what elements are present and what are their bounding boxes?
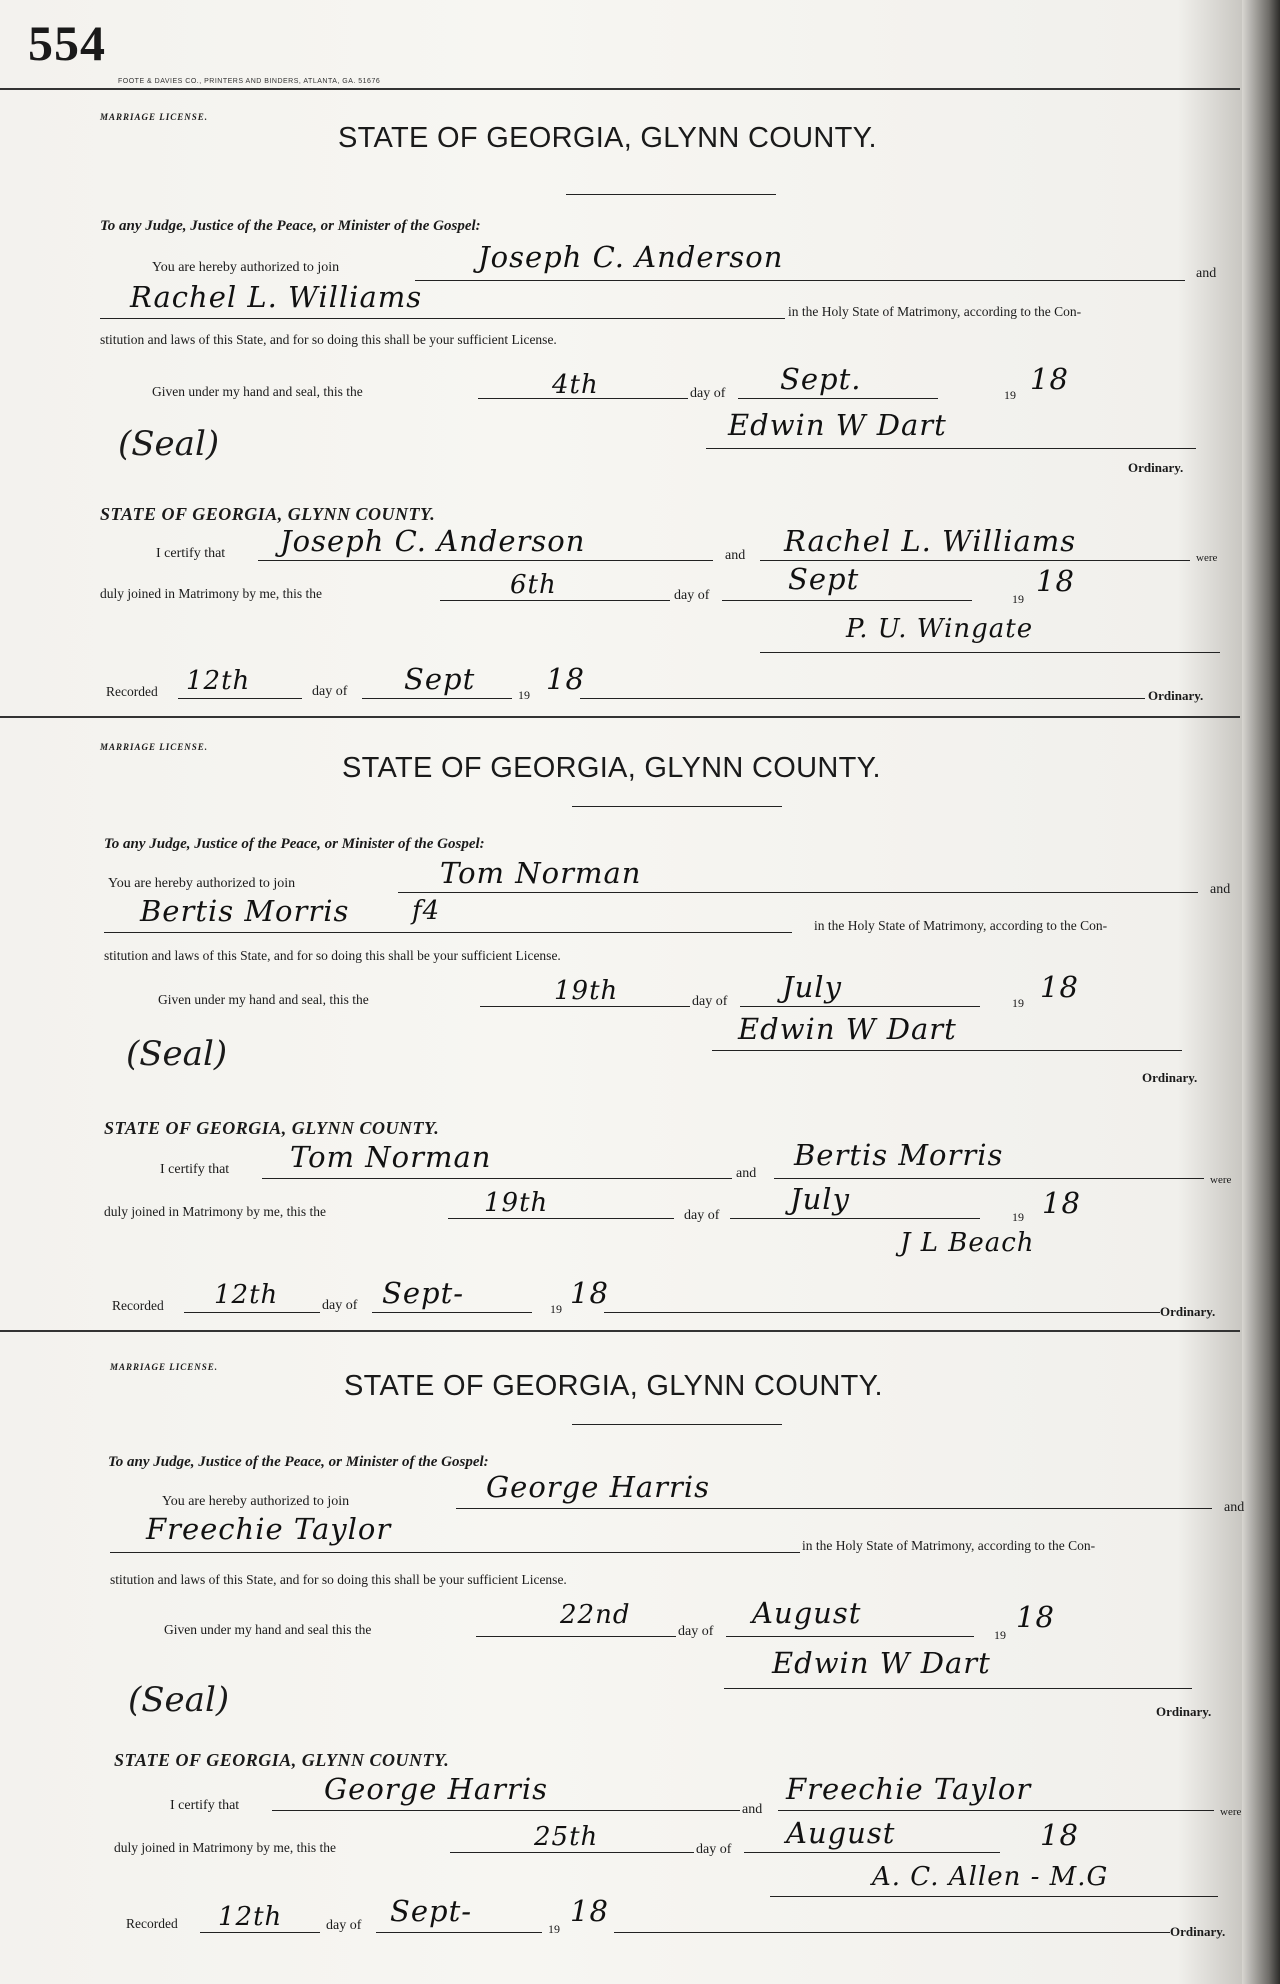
license-year: 18 [1016, 1600, 1055, 1634]
cert-heading: STATE OF GEORGIA, GLYNN COUNTY. [100, 504, 436, 524]
cert-bride-line [774, 1178, 1204, 1179]
recorded-day-line [184, 1312, 320, 1313]
and-label: and [1210, 882, 1231, 897]
ordinary-label: Ordinary. [1156, 1704, 1212, 1719]
license-month: August [752, 1596, 862, 1630]
ordinary-label: Ordinary. [1142, 1070, 1198, 1085]
ordinary-sig-line [706, 448, 1196, 449]
cert-bride: Bertis Morris [794, 1138, 1004, 1172]
license-day: 19th [554, 976, 619, 1006]
marriage-license-label: MARRIAGE LICENSE. [110, 1362, 219, 1372]
record-divider-2 [0, 1330, 1240, 1332]
certify-label: I certify that [160, 1162, 230, 1177]
seal-mark: (Seal) [118, 424, 220, 464]
cert-groom-line [258, 560, 713, 561]
ordinary-sig-line [712, 1050, 1182, 1051]
recorded-month-line [376, 1932, 542, 1933]
year-prefix: 19 [994, 1628, 1006, 1642]
license-day-line [480, 1006, 690, 1007]
recorded-day-of: day of [326, 1918, 362, 1933]
recorded-ordinary-label: Ordinary. [1148, 688, 1204, 703]
printer-imprint: FOOTE & DAVIES CO., PRINTERS AND BINDERS, ATLANTA, GA. 51676 [118, 78, 381, 85]
given-label: Given under my hand and seal, this the [158, 992, 369, 1007]
cert-groom: George Harris [324, 1772, 549, 1806]
cert-day-of-label: day of [674, 588, 710, 603]
recorded-month: Sept [404, 662, 476, 696]
recorded-ordinary-line [614, 1932, 1170, 1933]
recorded-month: Sept- [382, 1276, 465, 1310]
bride-name: Rachel L. Williams [130, 280, 423, 314]
married-day-line [448, 1218, 674, 1219]
bride-name: Bertis Morris [140, 894, 350, 928]
certify-label: I certify that [170, 1798, 240, 1813]
license-year: 18 [1040, 970, 1079, 1004]
bride-line [100, 318, 785, 319]
recorded-ordinary-label: Ordinary. [1170, 1924, 1226, 1939]
groom-name: Tom Norman [440, 856, 642, 890]
cert-groom-line [262, 1178, 732, 1179]
were-label: were [1210, 1174, 1232, 1186]
marriage-license-label: MARRIAGE LICENSE. [100, 112, 209, 122]
groom-line [398, 892, 1198, 893]
and-label: and [1224, 1500, 1245, 1515]
constitution-label: stitution and laws of this State, and for so doing this shall be your sufficient License. [110, 1572, 567, 1587]
recorded-month: Sept- [390, 1894, 473, 1928]
authorized-label: You are hereby authorized to join [162, 1494, 350, 1509]
groom-line [456, 1508, 1212, 1509]
cert-and-label: and [742, 1802, 763, 1817]
married-month-line [722, 600, 972, 601]
married-day: 6th [510, 570, 557, 600]
duly-joined-label: duly joined in Matrimony by me, this the [114, 1840, 336, 1855]
married-year: 18 [1040, 1818, 1079, 1852]
certify-label: I certify that [156, 546, 226, 561]
given-label: Given under my hand and seal this the [164, 1622, 372, 1637]
cert-and-label: and [736, 1166, 757, 1181]
license-day: 22nd [560, 1600, 631, 1630]
married-day: 25th [534, 1822, 599, 1852]
cert-year-prefix: 19 [1012, 1210, 1024, 1224]
cert-bride-line [760, 560, 1190, 561]
officiant-signature: A. C. Allen - M.G [872, 1862, 1109, 1892]
license-title: STATE OF GEORGIA, GLYNN COUNTY. [342, 752, 881, 784]
year-prefix: 19 [1012, 996, 1024, 1010]
recorded-ordinary-line [604, 1312, 1160, 1313]
cert-bride: Freechie Taylor [786, 1772, 1032, 1806]
address-line: To any Judge, Justice of the Peace, or Minister of the Gospel: [100, 218, 481, 234]
groom-line [415, 280, 1185, 281]
cert-heading: STATE OF GEORGIA, GLYNN COUNTY. [114, 1750, 450, 1770]
recorded-day-line [200, 1932, 320, 1933]
cert-groom: Joseph C. Anderson [280, 524, 586, 558]
recorded-month-line [362, 698, 512, 699]
license-year: 18 [1030, 362, 1069, 396]
license-month-line [740, 1006, 980, 1007]
recorded-label: Recorded [126, 1916, 178, 1931]
married-month-line [744, 1852, 1000, 1853]
recorded-year-prefix: 19 [550, 1302, 562, 1316]
recorded-ordinary-line [580, 698, 1145, 699]
married-year: 18 [1042, 1186, 1081, 1220]
recorded-day-of: day of [322, 1298, 358, 1313]
authorized-label: You are hereby authorized to join [108, 876, 296, 891]
day-of-label: day of [678, 1624, 714, 1639]
officiant-line [770, 1896, 1218, 1897]
recorded-year: 18 [546, 662, 585, 696]
recorded-year-prefix: 19 [548, 1922, 560, 1936]
constitution-label: stitution and laws of this State, and for so doing this shall be your sufficient License. [104, 948, 561, 963]
license-month-line [738, 398, 938, 399]
married-month: July [790, 1182, 850, 1216]
page-number: 554 [28, 15, 106, 71]
constitution-label: stitution and laws of this State, and for so doing this shall be your sufficient License. [100, 332, 557, 347]
holy-state-label: in the Holy State of Matrimony, according to the Con- [802, 1538, 1096, 1553]
license-title: STATE OF GEORGIA, GLYNN COUNTY. [338, 122, 877, 154]
cert-heading: STATE OF GEORGIA, GLYNN COUNTY. [104, 1118, 440, 1138]
married-day-line [450, 1852, 694, 1853]
married-month-line [730, 1218, 980, 1219]
license-title: STATE OF GEORGIA, GLYNN COUNTY. [344, 1370, 883, 1402]
ordinary-signature: Edwin W Dart [772, 1646, 991, 1680]
recorded-day: 12th [186, 666, 251, 696]
were-label: were [1196, 552, 1218, 564]
married-month: August [786, 1816, 896, 1850]
cert-bride: Rachel L. Williams [784, 524, 1077, 558]
record-divider-1 [0, 716, 1240, 718]
given-label: Given under my hand and seal, this the [152, 384, 363, 399]
married-month: Sept [788, 562, 860, 596]
holy-state-label: in the Holy State of Matrimony, according to the Con- [814, 918, 1108, 933]
officiant-signature: J L Beach [900, 1228, 1035, 1258]
license-month: July [782, 970, 842, 1004]
license-month: Sept. [780, 362, 862, 396]
recorded-day: 12th [214, 1280, 279, 1310]
and-label: and [1196, 266, 1217, 281]
officiant-signature: P. U. Wingate [846, 614, 1034, 644]
top-rule [0, 88, 1240, 90]
recorded-year: 18 [570, 1894, 609, 1928]
recorded-day: 12th [218, 1902, 283, 1932]
title-underline [572, 806, 782, 807]
recorded-ordinary-label: Ordinary. [1160, 1304, 1216, 1319]
bride-name: Freechie Taylor [146, 1512, 392, 1546]
book-spine [1242, 0, 1280, 1984]
ordinary-label: Ordinary. [1128, 460, 1184, 475]
recorded-label: Recorded [106, 684, 158, 699]
marriage-license-label: MARRIAGE LICENSE. [100, 742, 209, 752]
ordinary-signature: Edwin W Dart [728, 408, 947, 442]
cert-bride-line [778, 1810, 1214, 1811]
cert-groom-line [272, 1810, 740, 1811]
cert-day-of-label: day of [696, 1842, 732, 1857]
married-day: 19th [484, 1188, 549, 1218]
married-year: 18 [1036, 564, 1075, 598]
holy-state-label: in the Holy State of Matrimony, according to the Con- [788, 304, 1082, 319]
recorded-year-prefix: 19 [518, 688, 530, 702]
bride-mark: f4 [412, 896, 441, 926]
bride-line [104, 932, 792, 933]
officiant-line [760, 652, 1220, 653]
year-prefix: 19 [1004, 388, 1016, 402]
recorded-month-line [372, 1312, 532, 1313]
recorded-day-line [178, 698, 302, 699]
cert-day-of-label: day of [684, 1208, 720, 1223]
cert-groom: Tom Norman [290, 1140, 492, 1174]
recorded-label: Recorded [112, 1298, 164, 1313]
recorded-year: 18 [570, 1276, 609, 1310]
license-month-line [726, 1636, 974, 1637]
cert-year-prefix: 19 [1012, 592, 1024, 606]
license-day: 4th [552, 370, 599, 400]
duly-joined-label: duly joined in Matrimony by me, this the [100, 586, 322, 601]
title-underline [566, 194, 776, 195]
cert-and-label: and [725, 548, 746, 563]
were-label: were [1220, 1806, 1242, 1818]
address-line: To any Judge, Justice of the Peace, or Minister of the Gospel: [104, 836, 485, 852]
seal-mark: (Seal) [128, 1680, 230, 1720]
address-line: To any Judge, Justice of the Peace, or Minister of the Gospel: [108, 1454, 489, 1470]
groom-name: George Harris [486, 1470, 711, 1504]
duly-joined-label: duly joined in Matrimony by me, this the [104, 1204, 326, 1219]
ordinary-sig-line [724, 1688, 1192, 1689]
married-day-line [440, 600, 670, 601]
bride-line [110, 1552, 800, 1553]
groom-name: Joseph C. Anderson [478, 240, 784, 274]
day-of-label: day of [692, 994, 728, 1009]
seal-mark: (Seal) [126, 1034, 228, 1074]
day-of-label: day of [690, 386, 726, 401]
recorded-day-of: day of [312, 684, 348, 699]
ordinary-signature: Edwin W Dart [738, 1012, 957, 1046]
license-day-line [476, 1636, 676, 1637]
title-underline [572, 1424, 782, 1425]
authorized-label: You are hereby authorized to join [152, 260, 340, 275]
